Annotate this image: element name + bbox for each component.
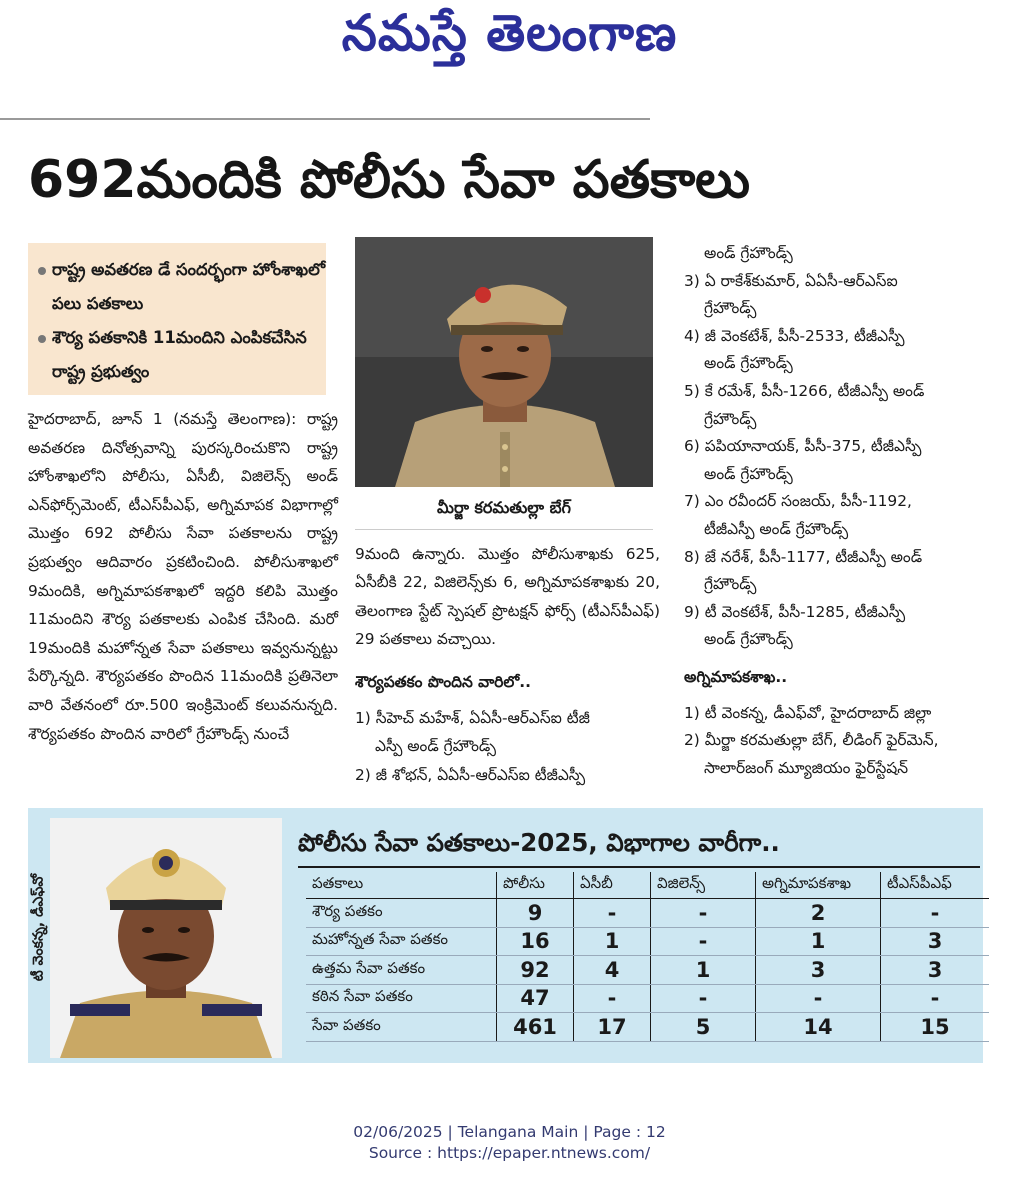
list-item: అండ్ గ్రేహౌండ్స్ xyxy=(704,630,793,649)
table-cell: - xyxy=(881,899,990,928)
table-row xyxy=(306,927,989,956)
photo-caption: టీ వెంకన్న, డీఎఫ్‌వో xyxy=(30,873,47,982)
list-item: 8) జే నరేశ్, పీసీ-1177, టీజీఎస్పీ అండ్ xyxy=(684,547,923,566)
table-cell: - xyxy=(574,899,651,928)
list-item: గ్రేహౌండ్స్ xyxy=(704,575,757,594)
table-cell: - xyxy=(651,984,756,1013)
footer-date-page: 02/06/2025 | Telangana Main | Page : 12 xyxy=(353,1123,666,1141)
table-cell: 15 xyxy=(881,1013,990,1042)
photo-caption: మీర్జా కరమతుల్లా బేగ్ xyxy=(355,487,653,530)
highlight-item: రాష్ట్ర అవతరణ డే సందర్భంగా హోంశాఖలో పలు పతకాలు xyxy=(36,253,326,321)
list-item: 1) టీ వెంకన్న, డీఎఫ్‌వో, హైదరాబాద్ జిల్లా xyxy=(684,703,932,722)
officer-photo xyxy=(355,237,653,487)
article-column-2 xyxy=(355,540,660,789)
table-cell: శౌర్య పతకం xyxy=(306,899,497,928)
list-item: 4) జీ వెంకటేశ్, పీసీ-2533, టీజీఎస్పీ xyxy=(684,326,905,345)
fire-officer-photo-illustration xyxy=(50,818,282,1058)
newspaper-logo: నమస్తే తెలంగాణ xyxy=(341,4,678,62)
fire-officer-photo xyxy=(50,818,282,1058)
list-item: 7) ఎం రవీందర్ సంజయ్, పీసీ-1192, xyxy=(684,492,912,511)
table-cell: 3 xyxy=(881,927,990,956)
table-cell: - xyxy=(651,899,756,928)
list-item: సాలార్‌జంగ్ మ్యూజియం ఫైర్‌స్టేషన్ xyxy=(704,758,909,777)
table-row xyxy=(306,984,989,1013)
table-cell: - xyxy=(756,984,881,1013)
table-cell: 1 xyxy=(756,927,881,956)
list-item: గ్రేహౌండ్స్ xyxy=(704,299,757,318)
list-item: గ్రేహౌండ్స్ xyxy=(704,409,757,428)
table-cell: 17 xyxy=(574,1013,651,1042)
table-cell: 16 xyxy=(497,927,574,956)
table-cell: 1 xyxy=(574,927,651,956)
table-cell: 2 xyxy=(756,899,881,928)
headline: 692మందికి పోలీసు సేవా పతకాలు xyxy=(28,150,751,210)
column-header: విజిలెన్స్ xyxy=(651,872,756,899)
column-header: పతకాలు xyxy=(306,872,497,899)
table-cell: ఉత్తమ సేవా పతకం xyxy=(306,956,497,985)
subheading: అగ్నిమాపకశాఖ.. xyxy=(684,667,788,686)
table-cell: 3 xyxy=(881,956,990,985)
table-row xyxy=(306,956,989,985)
subheading: శౌర్యపతకం పొందిన వారిలో.. xyxy=(355,672,531,691)
list-item: 6) పపియానాయక్, పీసీ-375, టీజీఎస్పీ xyxy=(684,437,922,456)
photo-caption-vertical xyxy=(30,818,50,1058)
table-cell: - xyxy=(881,984,990,1013)
table-cell: 47 xyxy=(497,984,574,1013)
table-cell: సేవా పతకం xyxy=(306,1013,497,1042)
table-cell: 3 xyxy=(756,956,881,985)
table-cell: మహోన్నత సేవా పతకం xyxy=(306,927,497,956)
list-item: 5) కే రమేశ్, పీసీ-1266, టీజీఎస్పీ అండ్ xyxy=(684,381,925,400)
list-item: అండ్ గ్రేహౌండ్స్ xyxy=(704,464,793,483)
table-cell: కఠిన సేవా పతకం xyxy=(306,984,497,1013)
list-item: 2) మీర్జా కరమతుల్లా బేగ్, లీడింగ్ ఫైర్‌మెన్, xyxy=(684,731,939,750)
list-item: 2) జీ శోభన్, ఏఏసీ-ఆర్ఎస్ఐ టీజీఎస్పీ xyxy=(355,765,586,784)
masthead xyxy=(0,0,1019,88)
footer-source: Source : https://epaper.ntnews.com/ xyxy=(368,1144,651,1162)
table-cell: 1 xyxy=(651,956,756,985)
table-header-row xyxy=(306,872,989,899)
table-cell: 9 xyxy=(497,899,574,928)
table-cell: - xyxy=(574,984,651,1013)
paragraph: 9మంది ఉన్నారు. మొత్తం పోలీసుశాఖకు 625, ఏసీబీకి 22, విజిలెన్స్‌కు 6, అగ్నిమాపకశాఖకు 20, తెలంగాణ స్టేట్ స్పెషల్ ప్రొటక్షన్ ఫోర్స్ (టీఎస్‌పీఎఫ్) 29 పతకాలు వచ్చాయి. xyxy=(355,545,660,649)
table-row xyxy=(306,1013,989,1042)
table-cell: - xyxy=(651,927,756,956)
list-item: అండ్ గ్రేహౌండ్స్ xyxy=(704,244,793,262)
table-title: పోలీసు సేవా పతకాలు-2025, విభాగాల వారీగా.. xyxy=(298,828,780,857)
highlights-box xyxy=(28,243,326,395)
table-cell: 92 xyxy=(497,956,574,985)
page-footer xyxy=(0,1122,1019,1164)
table-title-rule xyxy=(298,866,980,868)
column-header: ఏసీబీ xyxy=(574,872,651,899)
table-cell: 14 xyxy=(756,1013,881,1042)
header-rule xyxy=(0,118,650,120)
table-cell: 461 xyxy=(497,1013,574,1042)
officer-photo-illustration xyxy=(355,237,653,487)
list-item: అండ్ గ్రేహౌండ్స్ xyxy=(704,354,793,373)
table-cell: 5 xyxy=(651,1013,756,1042)
column-header: పోలీసు xyxy=(497,872,574,899)
column-header: అగ్నిమాపకశాఖ xyxy=(756,872,881,899)
column-header: టీఎస్‌పీఎఫ్ xyxy=(881,872,990,899)
article-column-3 xyxy=(684,240,984,782)
list-item: టీజీఎస్పీ అండ్ గ్రేహౌండ్స్ xyxy=(704,519,849,538)
list-item: 9) టీ వెంకటేశ్, పీసీ-1285, టీజీఎస్పీ xyxy=(684,602,906,621)
article-column-1: హైదరాబాద్, జూన్ 1 (నమస్తే తెలంగాణ): రాష్ట్ర అవతరణ దినోత్సవాన్ని పురస్కరించుకొని రాష్ట్ర హోంశాఖలోని పోలీసు, ఏసీబీ, విజిలెన్స్ అండ్ ఎన్‌ఫోర్స్‌మెంట్, టీఎస్‌పీఎఫ్, అగ్నిమాపక విభాగాల్లో మొత్తం 692 పోలీసు సేవా పతకాలను రాష్ట్ర ప్రభుత్వం ఆదివారం ప్రకటించింది. పోలీసుశాఖలో 9మందికి, అగ్నిమాపకశాఖలో ఇద్దరి కలిపి మొత్తం 11మందిని శౌర్య పతకాలకు ఎంపిక చేసింది. మరో 19మందికి మహోన్నత సేవా పతకాలు ఇవ్వనున్నట్టు పేర్కొన్నది. శౌర్యపతకం పొందిన 11మందికి ప్రతినెలా వారి వేతనంలో రూ.500 ఇంక్రిమెంట్ కలువనున్నది. శౌర్యపతకం పొందిన వారిలో గ్రేహౌండ్స్ నుంచే xyxy=(28,410,338,743)
table-cell: 4 xyxy=(574,956,651,985)
medal-table xyxy=(306,872,989,1042)
list-item: 1) సీహెచ్ మహేశ్, ఏఏసీ-ఆర్ఎస్ఐ టీజీ xyxy=(355,709,590,728)
table-row xyxy=(306,899,989,928)
highlight-item: శౌర్య పతకానికి 11మందిని ఎంపికచేసిన రాష్ట్ర ప్రభుత్వం xyxy=(36,321,326,389)
list-item: ఎస్పీ అండ్ గ్రేహౌండ్స్ xyxy=(375,737,497,756)
list-item: 3) ఏ రాకేశ్‌కుమార్, ఏఏసీ-ఆర్ఎస్ఐ xyxy=(684,271,898,290)
